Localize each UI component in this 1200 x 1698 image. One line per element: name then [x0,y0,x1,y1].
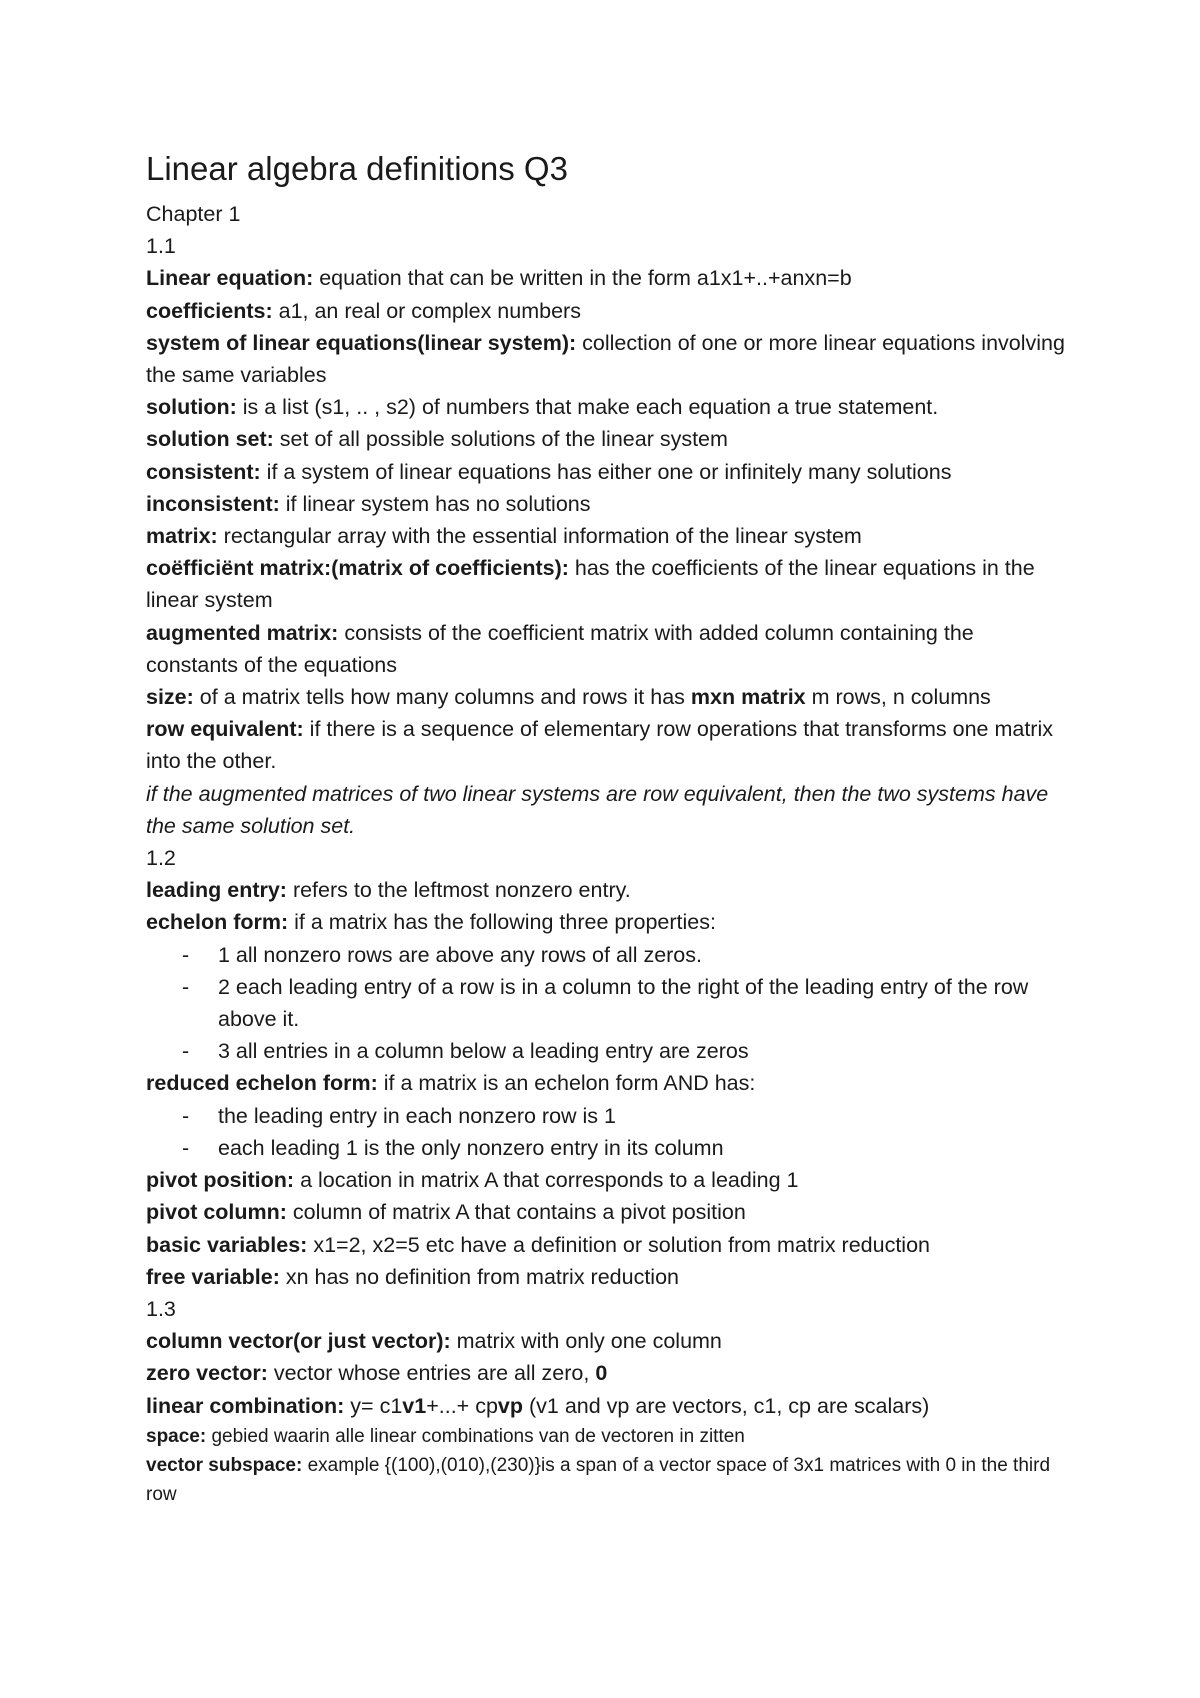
dash-bullet: - [182,1039,190,1064]
term: system of linear equations(linear system): [146,330,577,355]
term: zero vector: [146,1361,268,1386]
term: matrix: [146,524,218,549]
def-linear-system [146,327,1066,391]
list-item [146,939,1066,971]
term: basic variables: [146,1232,308,1257]
dash-bullet: - [182,974,190,999]
def-row-equivalent [146,713,1066,777]
def-linear-combination [146,1390,1066,1422]
def-pivot-column [146,1196,1066,1228]
def-matrix [146,520,1066,552]
def-consistent [146,456,1066,488]
dash-bullet: - [182,1135,190,1160]
list-item-text: 2 each leading entry of a row is in a column to the right of the leading entry of the row above it. [218,974,1029,1032]
section-heading-1-3: 1.3 [146,1296,176,1321]
definition-text: has the coefficients of the linear equations in the linear system [146,556,1035,613]
term: consistent: [146,459,261,484]
term: space: [146,1425,207,1447]
list-item [146,971,1066,1035]
document-title: Linear algebra definitions Q3 [146,150,568,187]
def-zero-vector [146,1357,1066,1389]
term: size: [146,685,194,710]
definition-text: set of all possible solutions of the linear system [273,427,728,452]
definition-text: is a list (s1, .. , s2) of numbers that make each equation a true statement. [236,395,939,420]
definition-text: of a matrix tells how many columns and rows it has [193,685,691,710]
definition-text: if a matrix has the following three properties: [288,910,716,935]
term: coëfficiënt matrix:(matrix of coefficients): [146,556,569,581]
definition-text: equation that can be written in the form a1x1+..+anxn=b [313,266,852,291]
def-free-variable [146,1261,1066,1293]
definition-text: m rows, n columns [805,685,991,710]
definition-text: rectangular array with the essential information of the linear system [217,524,862,549]
definition-text: collection of one or more linear equations involving the same variables [146,330,1065,388]
vector-symbol: vp [497,1393,524,1418]
list-item [146,1100,1066,1132]
list-item-text: 1 all nonzero rows are above any rows of all zeros. [218,942,702,967]
term: solution: [146,395,237,420]
definition-text: if a system of linear equations has either one or infinitely many solutions [260,459,952,484]
def-column-vector [146,1325,1066,1357]
term: pivot column: [146,1200,287,1225]
definition-text: gebied waarin alle linear combinations van de vectoren in zitten [206,1425,745,1447]
definition-text: xn has no definition from matrix reduction [279,1264,679,1289]
definition-text: x1=2, x2=5 etc have a definition or solution from matrix reduction [307,1232,930,1257]
list-item-text: each leading 1 is the only nonzero entry in its column [218,1135,724,1160]
definition-text: if there is a sequence of elementary row operations that transforms one matrix into the other. [146,717,1053,774]
term-inline: mxn matrix [690,685,806,710]
term: free variable: [146,1264,280,1289]
document-body [146,146,1066,1509]
def-solution-set [146,423,1066,455]
definition-text: +...+ cp [426,1393,498,1418]
definition-text: y= c1 [344,1393,403,1418]
def-space [146,1422,1066,1451]
definition-text: (v1 and vp are vectors, c1, cp are scalars) [523,1393,930,1418]
definition-text: column of matrix A that contains a pivot position [286,1200,746,1225]
term: row equivalent: [146,717,304,742]
term: leading entry: [146,878,287,903]
list-item-text: 3 all entries in a column below a leading entry are zeros [218,1039,749,1064]
definition-text: a location in matrix A that corresponds to a leading 1 [294,1168,799,1193]
term: vector subspace: [146,1454,303,1476]
list-item [146,1132,1066,1164]
list-item [146,1035,1066,1067]
definition-text: if a matrix is an echelon form AND has: [377,1071,756,1096]
dash-bullet: - [182,1103,190,1128]
definition-text: vector whose entries are all zero, [267,1361,596,1386]
term: solution set: [146,427,274,452]
definition-text: example {(100),(010),(230)}is a span of a vector space of 3x1 matrices with 0 in the third row [146,1454,1051,1505]
term: linear combination: [146,1393,345,1418]
definition-text: matrix with only one column [450,1329,722,1354]
list-item-text: the leading entry in each nonzero row is 1 [218,1103,616,1128]
def-echelon-form [146,906,1066,938]
def-vector-subspace [146,1451,1066,1509]
def-augmented-matrix [146,617,1066,681]
def-size [146,681,1066,713]
definition-text: consists of the coefficient matrix with added column containing the constants of the equations [146,620,974,677]
term: pivot position: [146,1168,295,1193]
section-heading-1-1: 1.1 [146,234,176,259]
def-leading-entry [146,874,1066,906]
definition-text: a1, an real or complex numbers [272,298,581,323]
vector-symbol: v1 [402,1393,427,1418]
term: augmented matrix: [146,620,339,645]
def-reduced-echelon-form [146,1067,1066,1099]
dash-bullet: - [182,942,190,967]
def-pivot-position [146,1164,1066,1196]
reduced-echelon-properties-list [146,1100,1066,1164]
term: column vector(or just vector): [146,1329,451,1354]
term: reduced echelon form: [146,1071,378,1096]
echelon-properties-list [146,939,1066,1068]
term: echelon form: [146,910,289,935]
row-equivalent-note: if the augmented matrices of two linear systems are row equivalent, then the two systems have the same solution set. [146,781,1049,838]
def-basic-variables [146,1229,1066,1261]
term-inline: 0 [595,1361,608,1386]
chapter-heading: Chapter 1 [146,202,241,226]
section-heading-1-2: 1.2 [146,846,176,871]
term: coefficients: [146,298,273,323]
term: Linear equation: [146,266,314,291]
definition-text: if linear system has no solutions [279,491,591,516]
term: inconsistent: [146,491,280,516]
def-coefficient-matrix [146,552,1066,616]
def-linear-equation [146,262,1066,294]
def-inconsistent [146,488,1066,520]
def-coefficients [146,295,1066,327]
def-solution [146,391,1066,423]
definition-text: refers to the leftmost nonzero entry. [286,878,631,903]
